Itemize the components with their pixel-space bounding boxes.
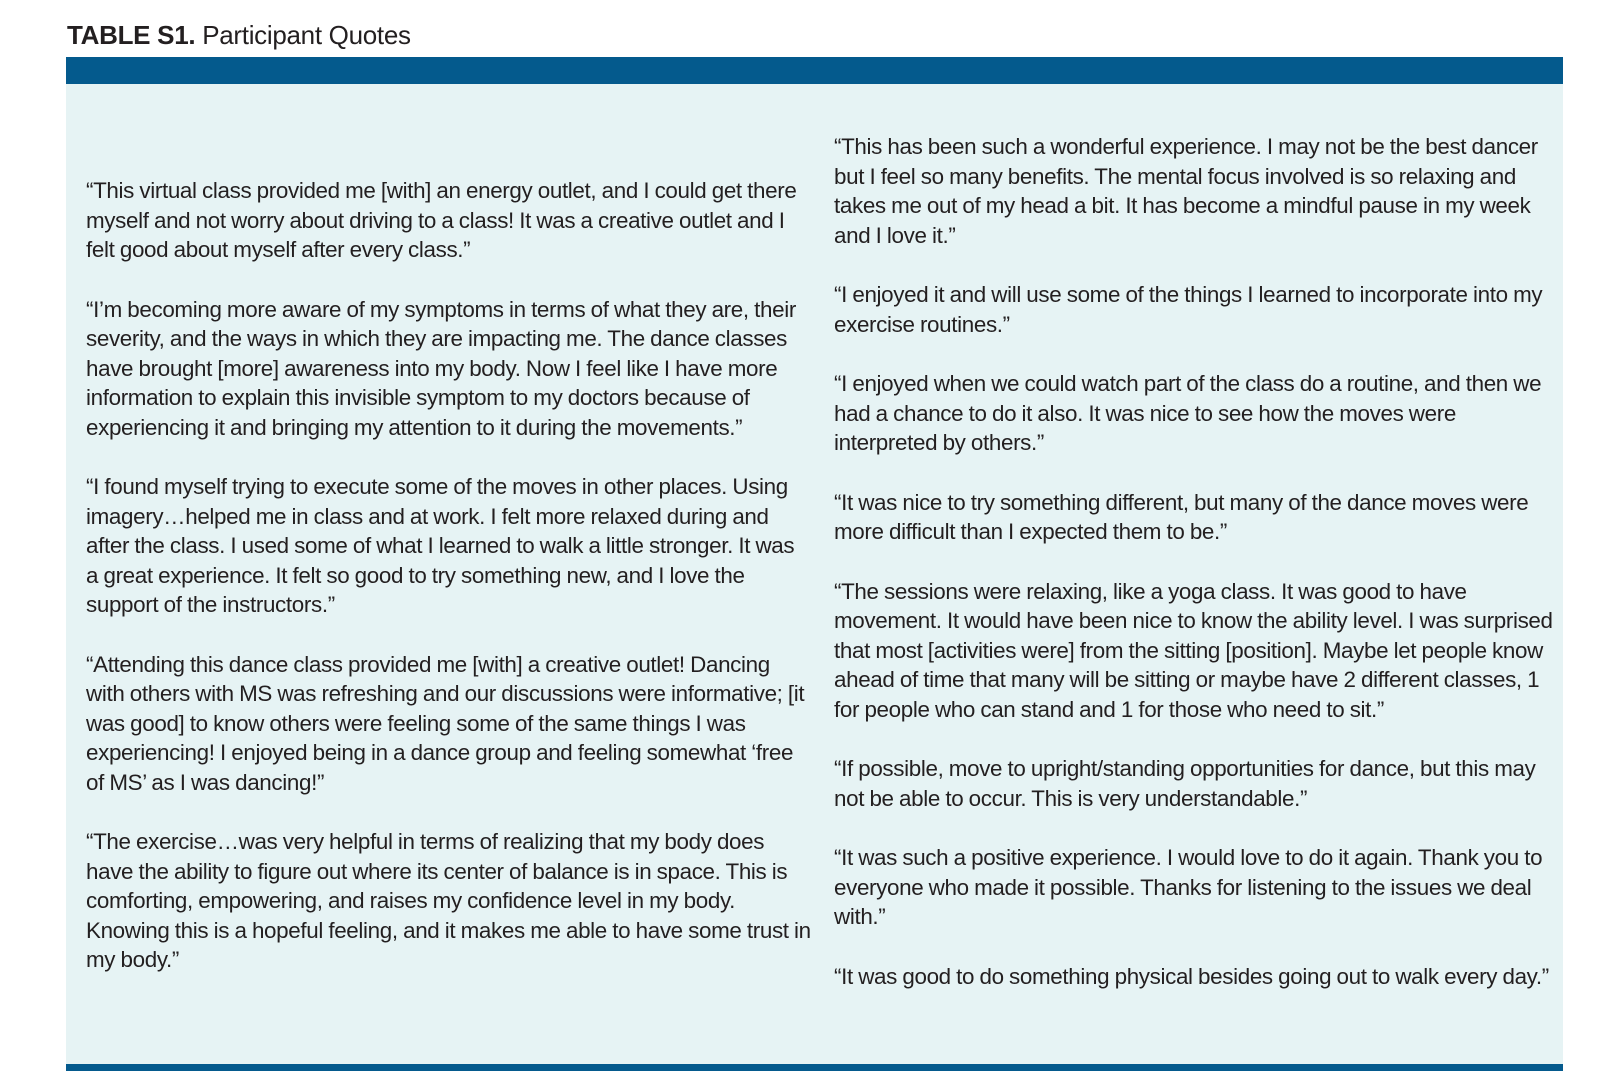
participant-quote: “The sessions were relaxing, like a yoga class. It was good to have movement. It would have been nice to know the ability level. I was surprised that most [activities were] from the sitting [position]. Maybe let people know ahead of time that many will be sitting or maybe have 2 different classes, 1 for people who can stand and 1 for those who need to sit.” — [834, 578, 1553, 722]
participant-quote: “If possible, move to upright/standing opportunities for dance, but this may not be able to occur. This is very understandable.” — [834, 756, 1536, 811]
participant-quote: “I enjoyed it and will use some of the things I learned to incorporate into my exercise routines.” — [834, 282, 1543, 337]
participant-quote: “The exercise…was very helpful in terms of realizing that my body does have the ability to figure out where its center of balance is in space. This is comforting, empowering, and raises my confidence level in my body. Knowing this is a hopeful feeling, and it makes me able to have some trust in my body.” — [86, 829, 811, 972]
participant-quote: “It was nice to try something different, but many of the dance moves were more difficult than I expected them to be.” — [834, 489, 1529, 544]
quotes-column-left — [86, 176, 811, 975]
participant-quote: “It was good to do something physical besides going out to walk every day.” — [834, 963, 1549, 989]
participant-quote: “It was such a positive experience. I would love to do it again. Thank you to everyone who made it possible. Thanks for listening to the issues we deal with.” — [834, 845, 1543, 929]
participant-quote: “I’m becoming more aware of my symptoms in terms of what they are, their severity, and the ways in which they are impacting me. The dance classes have brought [more] awareness into my body. Now I feel like I have more information to explain this invisible symptom to my doctors because of experiencing it and bringing my attention to it during the movements.” — [86, 296, 796, 440]
table-label: TABLE S1. — [67, 20, 196, 50]
participant-quote: “This has been such a wonderful experience. I may not be the best dancer but I feel so many benefits. The mental focus involved is so relaxing and takes me out of my head a bit. It has become a mindful pause in my week and I love it.” — [834, 134, 1538, 248]
participant-quote: “Attending this dance class provided me [with] a creative outlet! Dancing with others with MS was refreshing and our discussions were informative; [it was good] to know others were feeling some of the same things I was experiencing! I enjoyed being in a dance group and feeling somewhat ‘free of MS’ as I was dancing!” — [86, 651, 805, 795]
table-title: Participant Quotes — [202, 20, 411, 50]
table-bottom-rule — [66, 1064, 1563, 1071]
participant-quote: “This virtual class provided me [with] an energy outlet, and I could get there myself and not worry about driving to a class! It was a creative outlet and I felt good about myself after every class.” — [86, 178, 797, 262]
table-caption — [67, 18, 411, 52]
table-header-bar — [66, 57, 1563, 84]
quotes-column-right — [834, 132, 1562, 991]
participant-quote: “I enjoyed when we could watch part of the class do a routine, and then we had a chance to do it also. It was nice to see how the moves were interpreted by others.” — [834, 371, 1542, 455]
participant-quote: “I found myself trying to execute some of the moves in other places. Using imagery…helped me in class and at work. I felt more relaxed during and after the class. I used some of what I learned to walk a little stronger. It was a great experience. It felt so good to try something new, and I love the support of the instructors.” — [86, 474, 795, 617]
